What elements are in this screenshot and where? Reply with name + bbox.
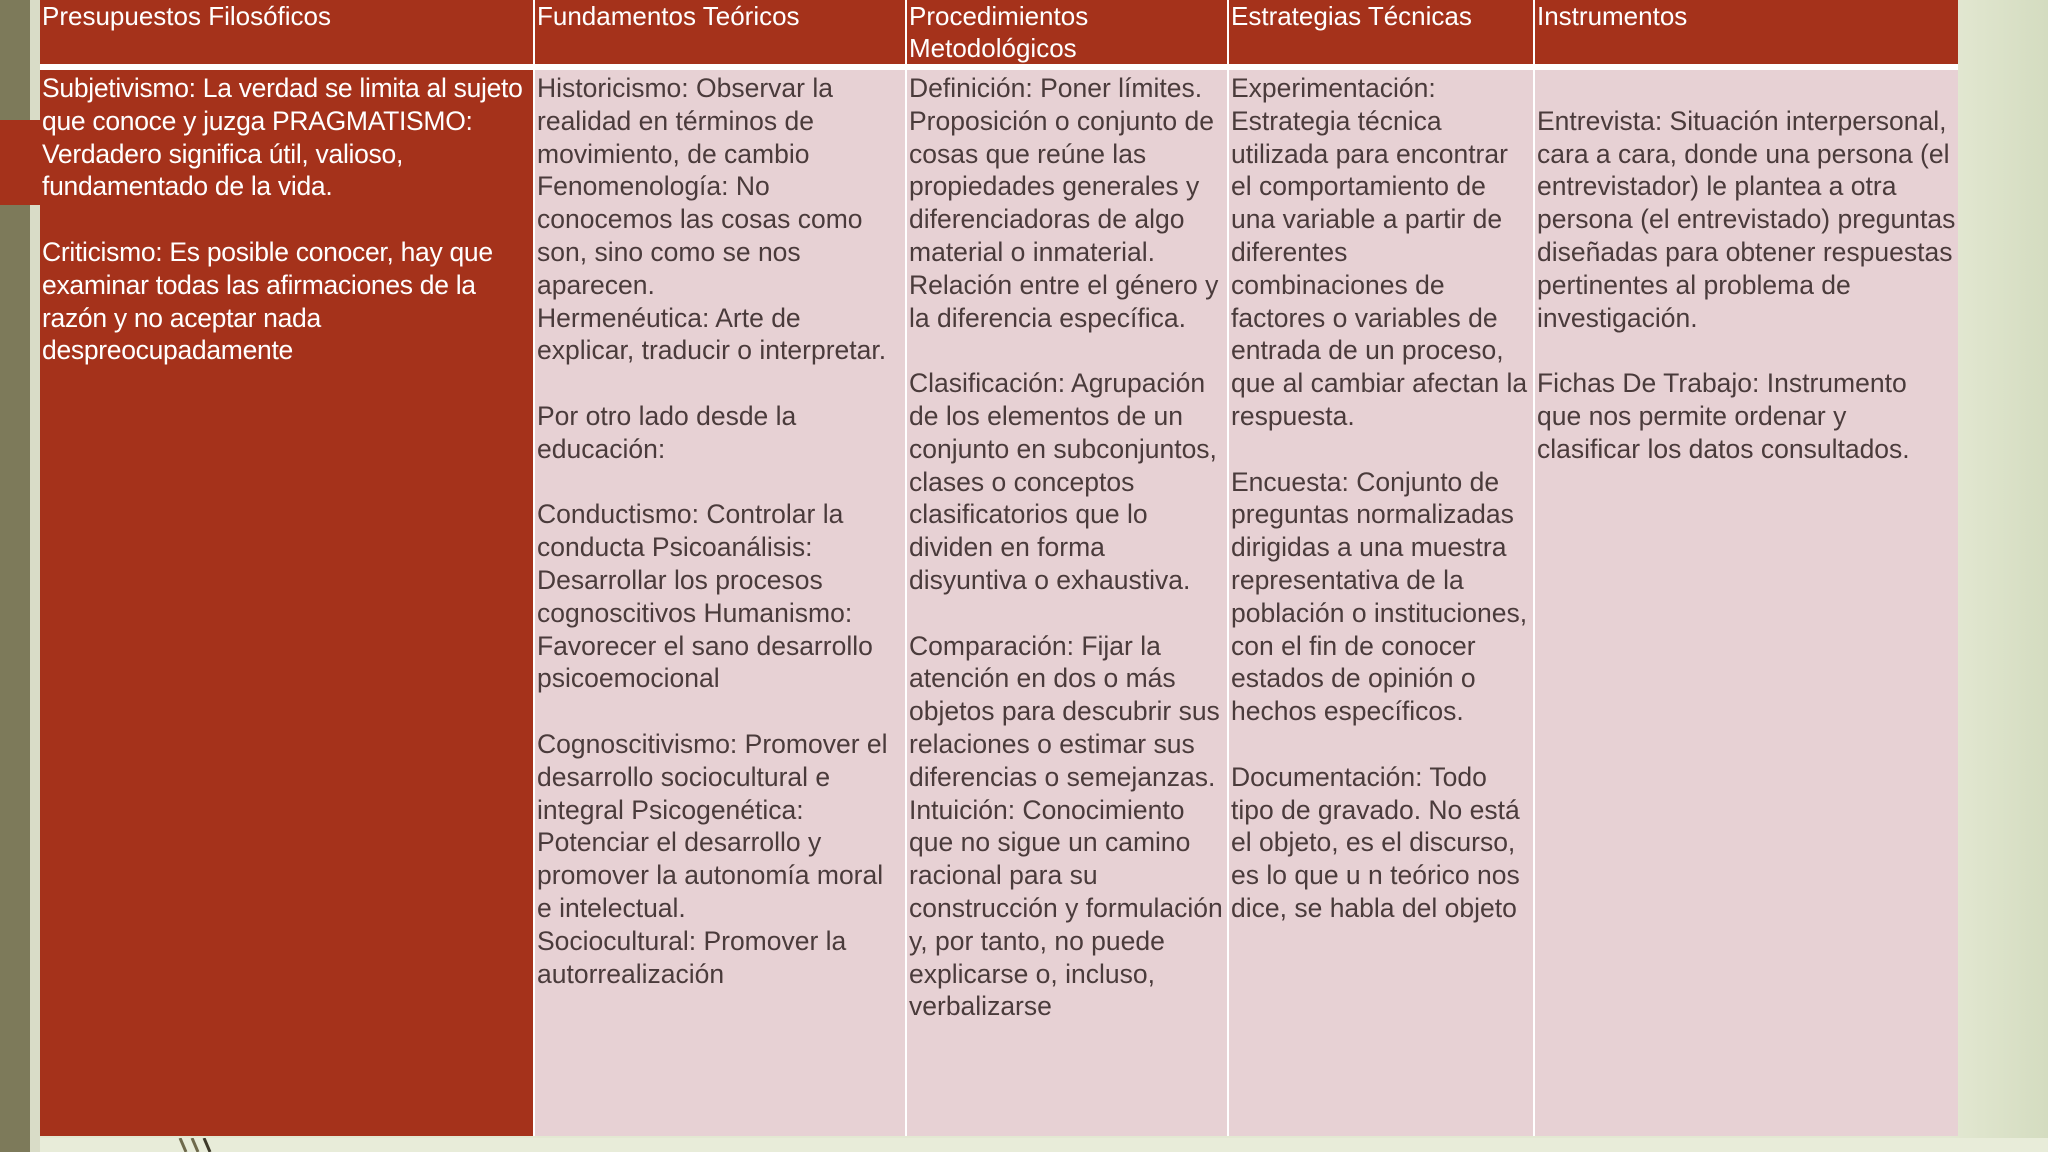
- header-fundamentos-teoricos: Fundamentos Teóricos: [534, 0, 906, 67]
- bottom-decorative-strip: [40, 1138, 2048, 1152]
- cell-estrategias-tecnicas: Experimentación: Estrategia técnica utilizada para encontrar el comportamiento de una variable a partir de diferentes combinaciones de factores o variables de entrada de un proceso, que al cambiar afectan la respuesta. Encuesta: Conjunto de preguntas normalizadas dirigidas a una muestra representativa de la población o instituciones, con el fin de conocer estados de opinión o hechos específicos. Documentación: Todo tipo de gravado. No está el objeto, es el discurso, es lo que u n teórico nos dice, se habla del objeto: [1228, 67, 1534, 1136]
- cell-presupuestos-filosoficos: Subjetivismo: La verdad se limita al sujeto que conoce y juzga PRAGMATISMO: Verdadero significa útil, valioso, fundamentado de la vida. Criticismo: Es posible conocer, hay que examinar todas las afirmaciones de la razón y no aceptar nada despreocupadamente: [40, 67, 534, 1136]
- right-decorative-gradient: [1948, 0, 2048, 1152]
- table-row: [40, 67, 1958, 1136]
- left-accent-block: [0, 120, 40, 205]
- cell-instrumentos: Entrevista: Situación interpersonal, cara a cara, donde una persona (el entrevistador) le plantea a otra persona (el entrevistado) preguntas diseñadas para obtener respuestas pertinentes al problema de investigación. Fichas De Trabajo: Instrumento que nos permite ordenar y clasificar los datos consultados.: [1534, 67, 1958, 1136]
- cell-procedimientos-metodologicos: Definición: Poner límites. Proposición o conjunto de cosas que reúne las propiedades generales y diferenciadoras de algo material o inmaterial. Relación entre el género y la diferencia específica. Clasificación: Agrupación de los elementos de un conjunto en subconjuntos, clases o conceptos clasificatorios que lo dividen en forma disyuntiva o exhaustiva. Comparación: Fijar la atención en dos o más objetos para descubrir sus relaciones o estimar sus diferencias o semejanzas. Intuición: Conocimiento que no sigue un camino racional para su construcción y formulación y, por tanto, no puede explicarse o, incluso, verbalizarse: [906, 67, 1228, 1136]
- header-estrategias-tecnicas: Estrategias Técnicas: [1228, 0, 1534, 67]
- table-header-row: [40, 0, 1958, 67]
- cell-fundamentos-teoricos: Historicismo: Observar la realidad en términos de movimiento, de cambio Fenomenología: No conocemos las cosas como son, sino como se nos aparecen. Hermenéutica: Arte de explicar, traducir o interpretar. Por otro lado desde la educación: Conductismo: Controlar la conducta Psicoanálisis: Desarrollar los procesos cognoscitivos Humanismo: Favorecer el sano desarrollo psicoemocional Cognoscitivismo: Promover el desarrollo sociocultural e integral Psicogenética: Potenciar el desarrollo y promover la autonomía moral e intelectual. Sociocultural: Promover la autorrealización: [534, 67, 906, 1136]
- header-instrumentos: Instrumentos: [1534, 0, 1958, 67]
- decorative-slash-icon: [170, 1138, 250, 1152]
- concept-table: [40, 0, 1958, 1136]
- slide-table-container: [40, 0, 1958, 1136]
- header-presupuestos-filosoficos: Presupuestos Filosóficos: [40, 0, 534, 67]
- header-procedimientos-metodologicos: Procedimientos Metodológicos: [906, 0, 1228, 67]
